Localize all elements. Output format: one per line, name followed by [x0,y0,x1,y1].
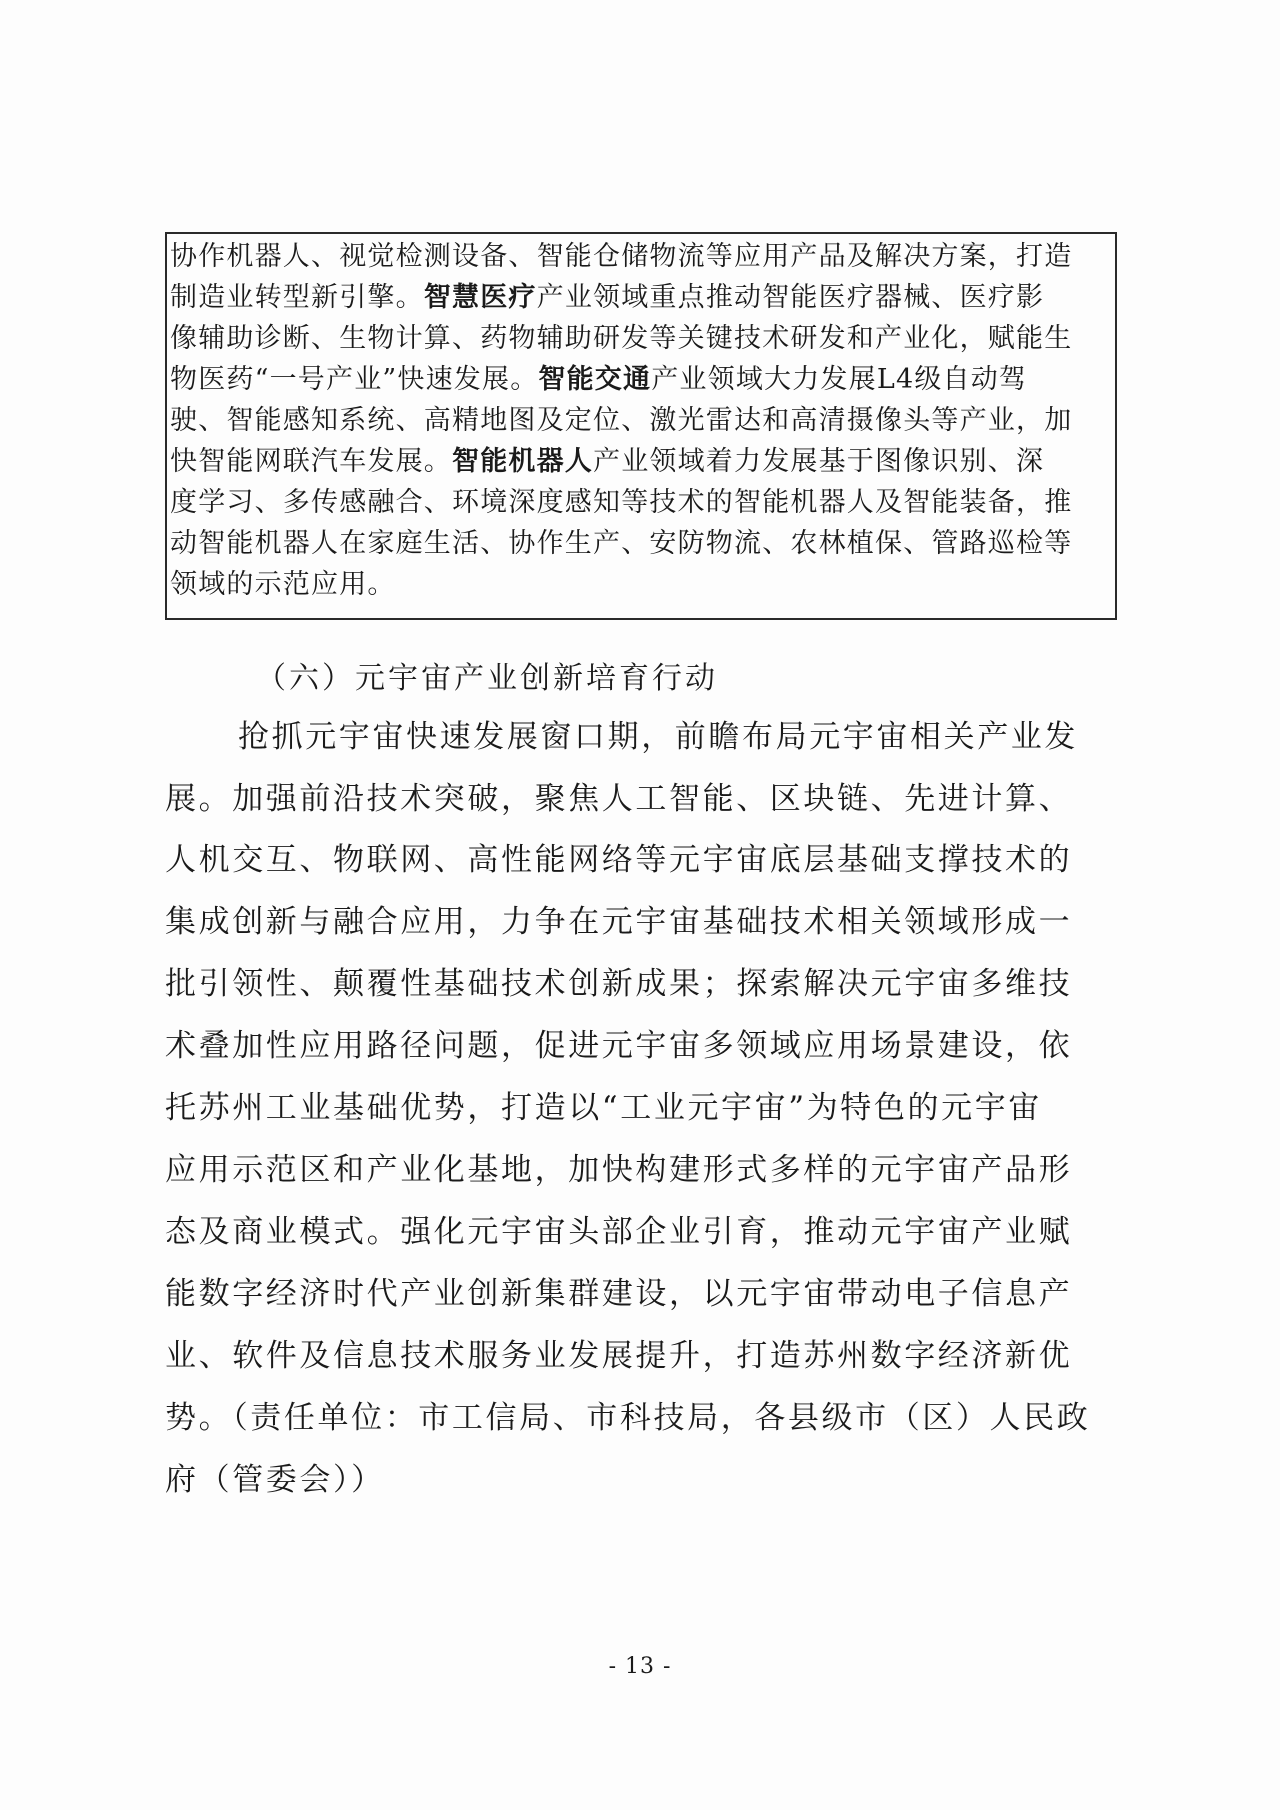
paragraph-line: 术叠加性应用路径问题，促进元宇宙多领域应用场景建设，依 [165,1028,1073,1064]
paragraph-line: 业、软件及信息技术服务业发展提升，打造苏州数字经济新优 [165,1338,1073,1374]
paragraph-line: 托苏州工业基础优势，打造以“工业元宇宙”为特色的元宇宙 [165,1090,1042,1126]
keyword-smart-healthcare: 智慧医疗 [423,282,537,313]
keyword-smart-robot: 智能机器人 [452,446,593,477]
box-line-2: 制造业转型新引擎。智慧医疗产业领域重点推动智能医疗器械、医疗影 [170,282,1045,313]
box-line-1: 协作机器人、视觉检测设备、智能仓储物流等应用产品及解决方案，打造 [170,241,1073,272]
box-line-3: 像辅助诊断、生物计算、药物辅助研发等关键技术研发和产业化，赋能生 [170,323,1073,354]
box-line-4: 物医药“一号产业”快速发展。智能交通产业领域大力发展L4级自动驾 [170,364,1028,395]
bordered-text-box [165,232,1117,620]
keyword-smart-transport: 智能交通 [538,364,652,395]
paragraph-line: 能数字经济时代产业创新集群建设，以元宇宙带动电子信息产 [165,1276,1073,1312]
page-number: - 13 - [608,1654,672,1679]
paragraph-line: 集成创新与融合应用，力争在元宇宙基础技术相关领域形成一 [165,904,1073,940]
paragraph-line: 应用示范区和产业化基地，加快构建形式多样的元宇宙产品形 [165,1152,1073,1188]
section-heading: （六）元宇宙产业创新培育行动 [256,661,718,696]
paragraph-line: 势。（责任单位：市工信局、市科技局，各县级市（区）人民政 [165,1400,1091,1436]
box-line-8: 动智能机器人在家庭生活、协作生产、安防物流、农林植保、管路巡检等 [170,528,1073,559]
box-line-5: 驶、智能感知系统、高精地图及定位、激光雷达和高清摄像头等产业，加 [170,405,1073,436]
paragraph-line: 批引领性、颠覆性基础技术创新成果；探索解决元宇宙多维技 [165,966,1073,1002]
paragraph-line: 抢抓元宇宙快速发展窗口期，前瞻布局元宇宙相关产业发 [238,719,1078,755]
box-line-9: 领域的示范应用。 [170,569,396,600]
paragraph-line: 人机交互、物联网、高性能网络等元宇宙底层基础支撑技术的 [165,842,1073,878]
paragraph-line: 府（管委会）） [165,1462,385,1498]
paragraph-line: 态及商业模式。强化元宇宙头部企业引育，推动元宇宙产业赋 [165,1214,1073,1250]
box-line-6: 快智能网联汽车发展。智能机器人产业领域着力发展基于图像识别、深 [170,446,1045,477]
box-line-7: 度学习、多传感融合、环境深度感知等技术的智能机器人及智能装备，推 [170,487,1073,518]
paragraph-line: 展。加强前沿技术突破，聚焦人工智能、区块链、先进计算、 [165,781,1073,817]
